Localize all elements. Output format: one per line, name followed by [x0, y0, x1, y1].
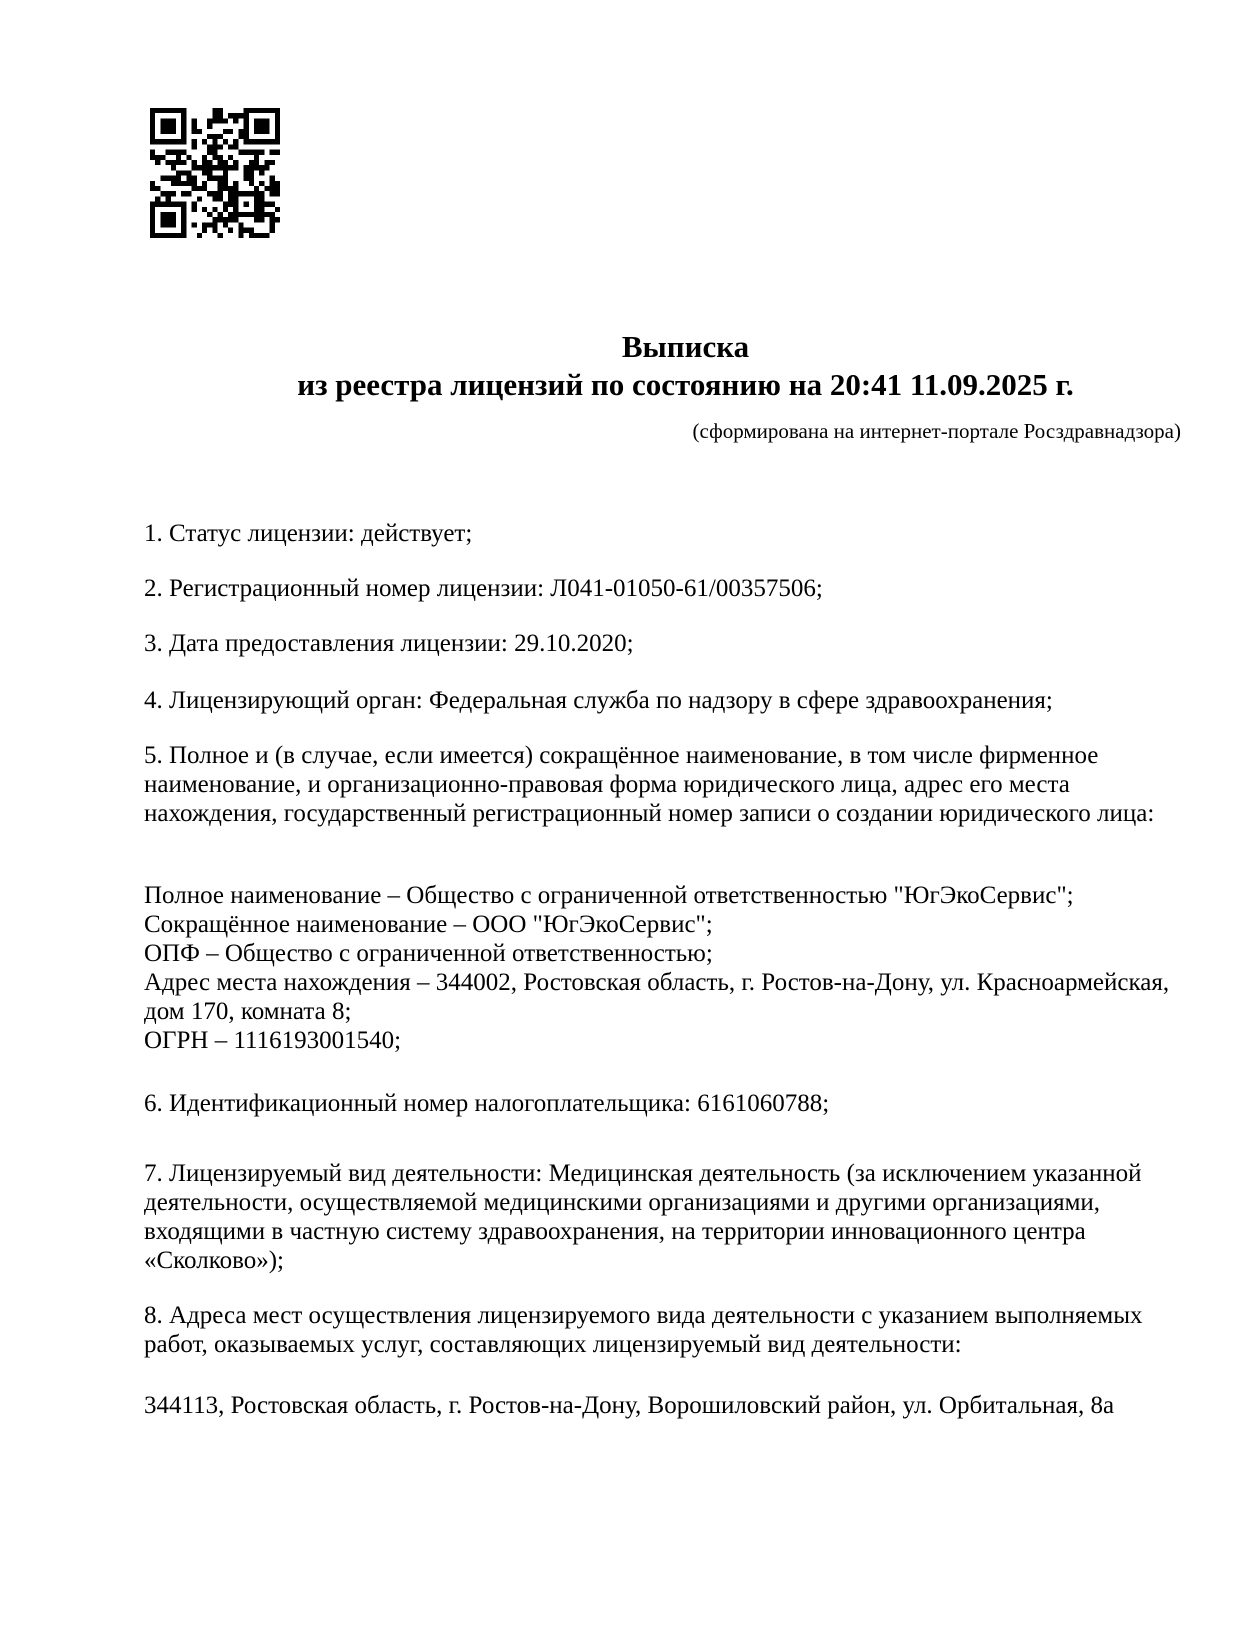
licensing-authority: 4. Лицензирующий орган: Федеральная служба по надзору в сфере здравоохранения;	[144, 687, 1053, 714]
activity-address: 344113, Ростовская область, г. Ростов-на-Дону, Ворошиловский район, ул. Орбитальная, 8а	[144, 1392, 1115, 1419]
document-title	[144, 328, 1181, 404]
title-line-2: из реестра лицензий по состоянию на 20:41 11.09.2025 г.	[297, 367, 1074, 402]
generated-note: (сформирована на интернет-портале Росздравнадзора)	[692, 419, 1181, 443]
qr-code	[150, 108, 280, 238]
taxpayer-inn: 6. Идентификационный номер налогоплательщика: 6161060788;	[144, 1090, 830, 1117]
org-full-name: Полное наименование – Общество с ограниченной ответственностью "ЮгЭкоСервис";	[144, 882, 1074, 909]
activity-addresses-heading: 8. Адреса мест осуществления лицензируемого вида деятельности с указанием выполняемых работ, оказываемых услуг, составляющих лицензируемый вид деятельности:	[144, 1302, 1143, 1358]
title-line-1: Выписка	[621, 329, 750, 364]
org-name-heading: 5. Полное и (в случае, если имеется) сокращённое наименование, в том числе фирменное наименование, и организационно-правовая форма юридического лица, адрес его места нахождения, государственный регистрационный номер записи о создании юридического лица:	[144, 742, 1155, 827]
org-short-name: Сокращённое наименование – ООО "ЮгЭкоСервис";	[144, 911, 713, 938]
org-ogrn: ОГРН – 1116193001540;	[144, 1027, 402, 1054]
license-reg-number: 2. Регистрационный номер лицензии: Л041-01050-61/00357506;	[144, 575, 823, 602]
licensed-activity: 7. Лицензируемый вид деятельности: Медицинская деятельность (за исключением указанной деятельности, осуществляемой медицинскими организациями и другими организациями, входящими в частную систему здравоохранения, на территории инновационного центра «Сколково»);	[144, 1160, 1142, 1274]
license-grant-date: 3. Дата предоставления лицензии: 29.10.2020;	[144, 630, 634, 657]
org-address: Адрес места нахождения – 344002, Ростовская область, г. Ростов-на-Дону, ул. Красноармейская, дом 170, комната 8;	[144, 969, 1170, 1025]
org-legal-form: ОПФ – Общество с ограниченной ответственностью;	[144, 940, 713, 967]
license-status: 1. Статус лицензии: действует;	[144, 520, 473, 547]
organization-details	[144, 881, 1204, 1055]
